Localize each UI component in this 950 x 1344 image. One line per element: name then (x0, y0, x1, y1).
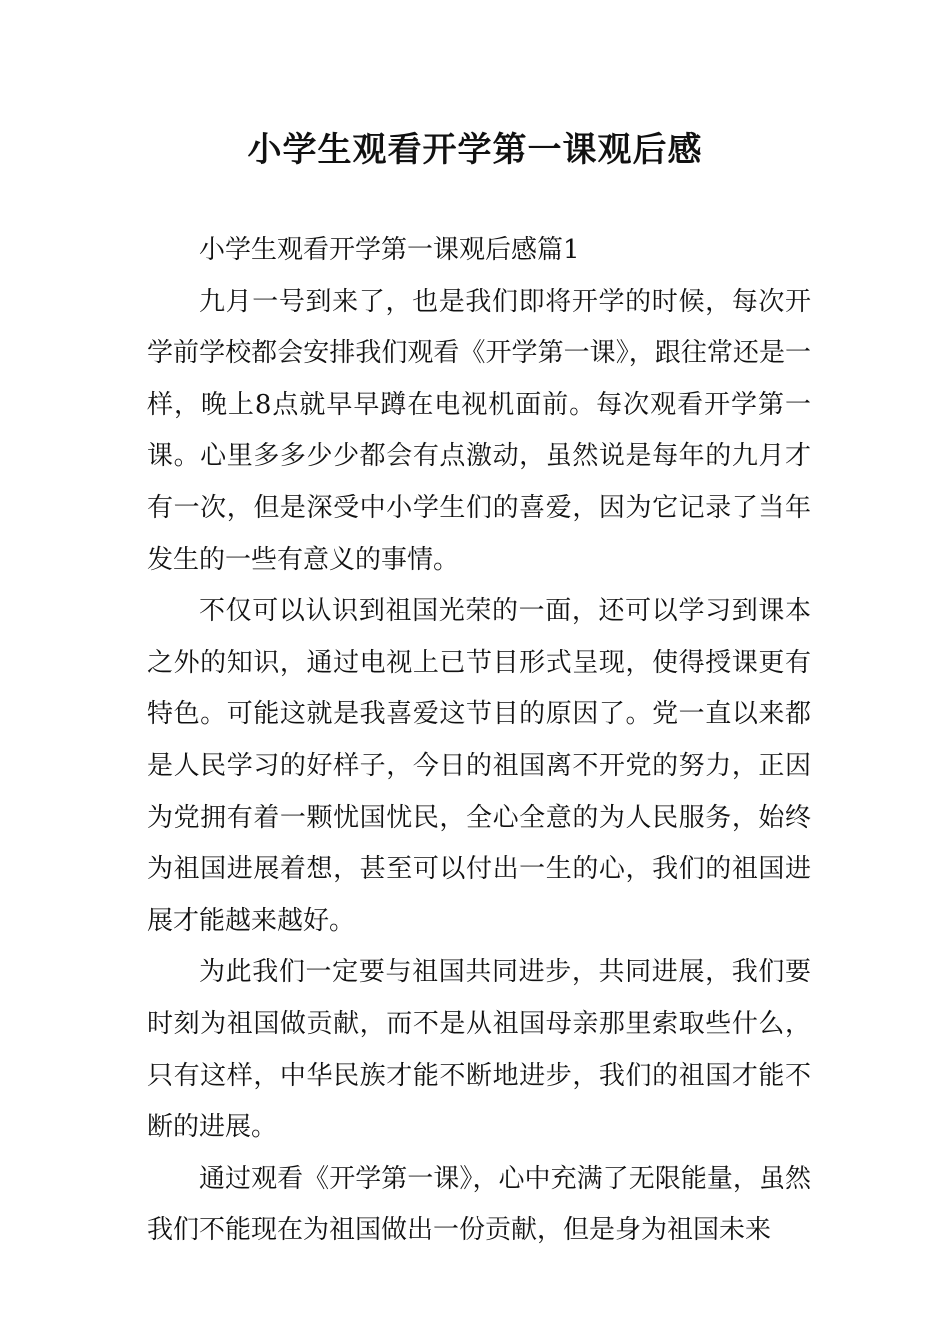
paragraph: 通过观看《开学第一课》，心中充满了无限能量，虽然我们不能现在为祖国做出一份贡献，但是身为祖国未来 (147, 1163, 811, 1246)
paragraph: 不仅可以认识到祖国光荣的一面，还可以学习到课本之外的知识，通过电视上已节目形式呈现，使得授课更有特色。可能这就是我喜爱这节目的原因了。党一直以来都是人民学习的好样子，今日的祖国离不开党的努力，正因为党拥有着一颗忧国忧民，全心全意的为人民服务，始终为祖国进展着想，甚至可以付出一生的心，我们的祖国进展才能越来越好。 (147, 596, 811, 936)
paragraph: 为此我们一定要与祖国共同进步，共同进展，我们要时刻为祖国做贡献，而不是从祖国母亲那里索取些什么，只有这样，中华民族才能不断地进步，我们的祖国才能不断的进展。 (147, 957, 811, 1143)
paragraph: 九月一号到来了，也是我们即将开学的时候，每次开学前学校都会安排我们观看《开学第一课》，跟往常还是一样，晚上8点就早早蹲在电视机面前。每次观看开学第一课。心里多多少少都会有点激动，虽然说是每年的九月才有一次，但是深受中小学生们的喜爱，因为它记录了当年发生的一些有意义的事情。 (147, 286, 811, 575)
section-heading: 小学生观看开学第一课观后感篇1 (199, 235, 580, 265)
document-title: 小学生观看开学第一课观后感 (247, 130, 703, 170)
document-body (147, 225, 811, 1257)
